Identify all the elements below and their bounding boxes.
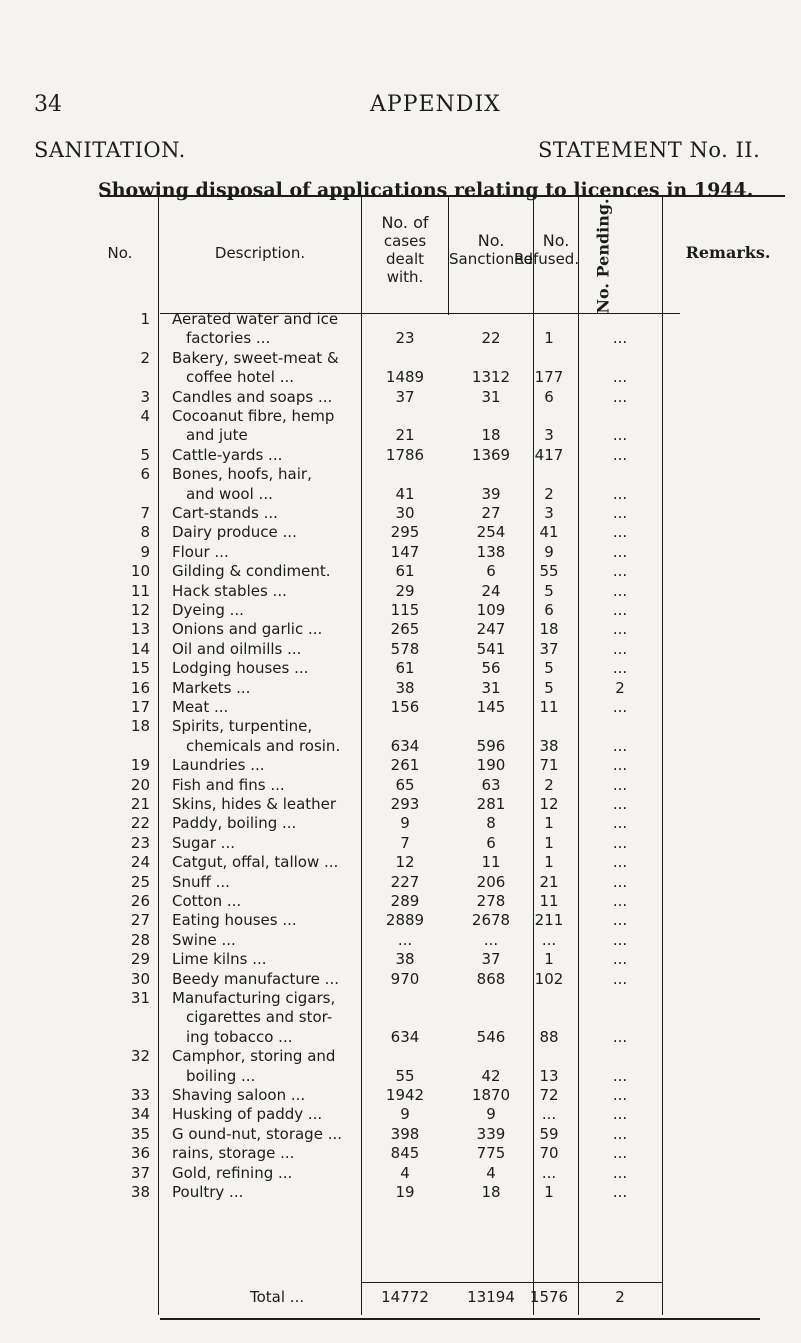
row-pending: ... bbox=[612, 1027, 628, 1046]
total-bottom-rule bbox=[160, 1318, 760, 1320]
row-cases: 38 bbox=[395, 950, 415, 969]
row-number: 4 bbox=[140, 407, 150, 425]
row-pending: ... bbox=[612, 659, 628, 678]
row-description: cigarettes and stor- bbox=[186, 1008, 333, 1027]
row-refused: 2 bbox=[544, 775, 554, 794]
row-description: Gilding & condiment. bbox=[172, 562, 331, 581]
row-description: Cocoanut fibre, hemp bbox=[172, 407, 335, 425]
row-refused: ... bbox=[541, 1163, 557, 1182]
row-sanctioned: 9 bbox=[486, 1105, 496, 1124]
row-description: Flour ... bbox=[172, 542, 229, 561]
section-title: SANITATION. bbox=[34, 138, 186, 162]
header-description bbox=[160, 244, 360, 262]
row-refused: 13 bbox=[539, 1066, 559, 1085]
row-pending: ... bbox=[612, 504, 628, 522]
row-pending: ... bbox=[612, 1105, 628, 1124]
row-number: 17 bbox=[130, 698, 150, 716]
row-description: Dairy produce ... bbox=[172, 523, 297, 542]
row-number: 29 bbox=[130, 950, 150, 969]
row-cases: 21 bbox=[395, 426, 415, 445]
row-refused: 37 bbox=[539, 639, 559, 658]
table-subtitle: Showing disposal of applications relating to licences in 1944. bbox=[98, 179, 754, 201]
row-number: 7 bbox=[140, 504, 150, 522]
row-description: Camphor, storing and bbox=[172, 1047, 336, 1066]
statement-title: STATEMENT No. II. bbox=[538, 138, 761, 162]
row-cases: 9 bbox=[400, 814, 410, 833]
row-sanctioned: 868 bbox=[476, 969, 506, 988]
row-sanctioned: 339 bbox=[476, 1124, 506, 1143]
row-pending: ... bbox=[612, 950, 628, 969]
row-refused: 2 bbox=[544, 484, 554, 503]
row-sanctioned: 190 bbox=[476, 756, 506, 775]
row-cases: 156 bbox=[390, 698, 420, 716]
row-cases: 634 bbox=[390, 736, 420, 755]
row-pending: ... bbox=[612, 1144, 628, 1163]
row-pending: ... bbox=[612, 698, 628, 716]
total-label: Total ... bbox=[250, 1288, 305, 1306]
row-refused: 72 bbox=[539, 1086, 559, 1104]
row-description: Dyeing ... bbox=[172, 601, 244, 619]
row-number: 10 bbox=[130, 562, 150, 581]
row-cases: 61 bbox=[395, 659, 415, 678]
row-refused: 71 bbox=[539, 756, 559, 775]
row-cases: 7 bbox=[400, 833, 410, 852]
row-sanctioned: 1312 bbox=[471, 368, 511, 387]
row-number: 3 bbox=[140, 387, 150, 406]
row-pending: ... bbox=[612, 756, 628, 775]
row-number: 27 bbox=[130, 911, 150, 930]
header-refused-line2: Refused. bbox=[514, 250, 580, 268]
row-description: Candles and soaps ... bbox=[172, 387, 333, 406]
row-sanctioned: 37 bbox=[481, 950, 501, 969]
row-sanctioned: 109 bbox=[476, 601, 506, 619]
row-cases: 30 bbox=[395, 504, 415, 522]
row-sanctioned: 247 bbox=[476, 620, 506, 639]
row-description: Sugar ... bbox=[172, 833, 235, 852]
row-description: Lodging houses ... bbox=[172, 659, 309, 678]
header-no-label: No. bbox=[107, 244, 133, 262]
row-refused: 1 bbox=[544, 833, 554, 852]
row-number: 14 bbox=[130, 639, 150, 658]
total-sanctioned: 13194 bbox=[467, 1288, 515, 1306]
row-number: 24 bbox=[130, 853, 150, 872]
row-number: 2 bbox=[140, 348, 150, 367]
row-description: Eating houses ... bbox=[172, 911, 297, 930]
row-description: chemicals and rosin. bbox=[186, 736, 341, 755]
row-cases: ... bbox=[397, 930, 413, 949]
page-number: 34 bbox=[34, 92, 62, 117]
row-sanctioned: 63 bbox=[481, 775, 501, 794]
header-sanctioned-line2: Sanctioned bbox=[449, 250, 533, 268]
row-pending: ... bbox=[612, 523, 628, 542]
row-sanctioned: 546 bbox=[476, 1027, 506, 1046]
row-pending: ... bbox=[612, 329, 628, 348]
row-number: 11 bbox=[130, 581, 150, 600]
row-pending: ... bbox=[612, 736, 628, 755]
row-pending: ... bbox=[612, 911, 628, 930]
row-pending: ... bbox=[612, 853, 628, 872]
row-sanctioned: 11 bbox=[481, 853, 501, 872]
row-cases: 1786 bbox=[385, 445, 425, 464]
row-cases: 23 bbox=[395, 329, 415, 348]
row-sanctioned: 254 bbox=[476, 523, 506, 542]
row-number: 28 bbox=[130, 930, 150, 949]
row-sanctioned: 138 bbox=[476, 542, 506, 561]
row-description: factories ... bbox=[186, 329, 271, 348]
row-pending: ... bbox=[612, 562, 628, 581]
row-description: Laundries ... bbox=[172, 756, 265, 775]
row-number: 21 bbox=[130, 795, 150, 813]
row-number: 36 bbox=[130, 1144, 150, 1163]
row-number: 32 bbox=[130, 1047, 150, 1066]
row-description: Hack stables ... bbox=[172, 581, 287, 600]
header-pending-label: No. Pending. bbox=[593, 198, 613, 314]
row-description: Cotton ... bbox=[172, 892, 242, 910]
row-cases: 1489 bbox=[385, 368, 425, 387]
row-number: 20 bbox=[130, 775, 150, 794]
row-pending: ... bbox=[612, 930, 628, 949]
col-divider-desc bbox=[158, 195, 159, 1315]
row-number: 37 bbox=[130, 1163, 150, 1182]
row-pending: ... bbox=[612, 872, 628, 891]
row-cases: 115 bbox=[390, 601, 420, 619]
row-refused: 11 bbox=[539, 892, 559, 910]
row-description: Spirits, turpentine, bbox=[172, 717, 313, 736]
row-refused: 55 bbox=[539, 562, 559, 581]
header-description-label: Description. bbox=[214, 244, 306, 262]
row-description: Lime kilns ... bbox=[172, 950, 267, 969]
row-number: 12 bbox=[130, 601, 150, 619]
total-row bbox=[0, 1288, 801, 1314]
total-refused: 1576 bbox=[529, 1288, 569, 1306]
row-refused: 5 bbox=[544, 659, 554, 678]
row-refused: 3 bbox=[544, 504, 554, 522]
header-cases-line3: dealt bbox=[386, 250, 424, 268]
row-pending: ... bbox=[612, 620, 628, 639]
row-sanctioned: 8 bbox=[486, 814, 496, 833]
row-pending: ... bbox=[612, 1124, 628, 1143]
row-description: Manufacturing cigars, bbox=[172, 989, 336, 1007]
row-description: coffee hotel ... bbox=[186, 368, 295, 387]
total-top-rule bbox=[362, 1282, 662, 1283]
row-number: 9 bbox=[140, 542, 150, 561]
header-pending bbox=[577, 200, 629, 312]
row-refused: 18 bbox=[539, 620, 559, 639]
row-cases: 4 bbox=[400, 1163, 410, 1182]
row-cases: 578 bbox=[390, 639, 420, 658]
row-pending: ... bbox=[612, 426, 628, 445]
row-refused: ... bbox=[541, 1105, 557, 1124]
row-description: Husking of paddy ... bbox=[172, 1105, 323, 1124]
row-refused: 1 bbox=[544, 1183, 554, 1201]
row-sanctioned: 42 bbox=[481, 1066, 501, 1085]
row-description: Meat ... bbox=[172, 698, 229, 716]
row-pending: ... bbox=[612, 1183, 628, 1201]
row-pending: ... bbox=[612, 581, 628, 600]
row-sanctioned: 6 bbox=[486, 833, 496, 852]
row-sanctioned: 1870 bbox=[471, 1086, 511, 1104]
row-number: 30 bbox=[130, 969, 150, 988]
row-sanctioned: 145 bbox=[476, 698, 506, 716]
row-description: Catgut, offal, tallow ... bbox=[172, 853, 339, 872]
row-sanctioned: 596 bbox=[476, 736, 506, 755]
row-cases: 19 bbox=[395, 1183, 415, 1201]
row-cases: 289 bbox=[390, 892, 420, 910]
row-cases: 55 bbox=[395, 1066, 415, 1085]
row-cases: 2889 bbox=[385, 911, 425, 930]
row-sanctioned: 31 bbox=[481, 387, 501, 406]
row-number: 25 bbox=[130, 872, 150, 891]
row-pending: ... bbox=[612, 775, 628, 794]
row-sanctioned: 31 bbox=[481, 678, 501, 697]
row-sanctioned: 6 bbox=[486, 562, 496, 581]
row-pending: ... bbox=[612, 892, 628, 910]
header-top-rule bbox=[100, 195, 785, 197]
row-number: 18 bbox=[130, 717, 150, 736]
row-cases: 227 bbox=[390, 872, 420, 891]
header-refused bbox=[514, 231, 580, 268]
row-cases: 845 bbox=[390, 1144, 420, 1163]
row-pending: ... bbox=[612, 814, 628, 833]
row-description: Beedy manufacture ... bbox=[172, 969, 339, 988]
row-description: Skins, hides & leather bbox=[172, 795, 337, 813]
row-number: 33 bbox=[130, 1086, 150, 1104]
row-description: Oil and oilmills ... bbox=[172, 639, 302, 658]
header-no bbox=[100, 244, 140, 262]
row-refused: 1 bbox=[544, 950, 554, 969]
row-description: Paddy, boiling ... bbox=[172, 814, 297, 833]
row-pending: ... bbox=[612, 639, 628, 658]
row-pending: ... bbox=[612, 833, 628, 852]
row-description: Aerated water and ice bbox=[172, 310, 339, 328]
row-sanctioned: ... bbox=[483, 930, 499, 949]
row-cases: 38 bbox=[395, 678, 415, 697]
row-number: 19 bbox=[130, 756, 150, 775]
row-cases: 634 bbox=[390, 1027, 420, 1046]
row-refused: 38 bbox=[539, 736, 559, 755]
row-cases: 295 bbox=[390, 523, 420, 542]
header-sanctioned-line1: No. bbox=[477, 231, 505, 250]
row-description: Bones, hoofs, hair, bbox=[172, 465, 312, 484]
row-refused: 59 bbox=[539, 1124, 559, 1143]
row-pending: ... bbox=[612, 1086, 628, 1104]
row-cases: 970 bbox=[390, 969, 420, 988]
header-cases bbox=[362, 214, 448, 286]
row-description: Cattle-yards ... bbox=[172, 445, 283, 464]
row-refused: 177 bbox=[534, 368, 564, 387]
row-cases: 261 bbox=[390, 756, 420, 775]
row-cases: 61 bbox=[395, 562, 415, 581]
row-refused: 211 bbox=[534, 911, 564, 930]
row-cases: 1942 bbox=[385, 1086, 425, 1104]
col-divider-remarks bbox=[662, 195, 663, 1315]
row-pending: ... bbox=[612, 969, 628, 988]
row-sanctioned: 27 bbox=[481, 504, 501, 522]
row-refused: 12 bbox=[539, 795, 559, 813]
row-description: boiling ... bbox=[186, 1066, 256, 1085]
row-cases: 265 bbox=[390, 620, 420, 639]
row-pending: 2 bbox=[615, 678, 625, 697]
row-number: 1 bbox=[140, 310, 150, 328]
row-sanctioned: 278 bbox=[476, 892, 506, 910]
row-number: 5 bbox=[140, 445, 150, 464]
row-refused: 6 bbox=[544, 601, 554, 619]
row-refused: 1 bbox=[544, 814, 554, 833]
row-pending: ... bbox=[612, 387, 628, 406]
row-pending: ... bbox=[612, 795, 628, 813]
row-refused: 417 bbox=[534, 445, 564, 464]
row-refused: 88 bbox=[539, 1027, 559, 1046]
row-sanctioned: 2678 bbox=[471, 911, 511, 930]
row-number: 13 bbox=[130, 620, 150, 639]
row-description: rains, storage ... bbox=[172, 1144, 295, 1163]
row-sanctioned: 541 bbox=[476, 639, 506, 658]
row-refused: 11 bbox=[539, 698, 559, 716]
row-description: Swine ... bbox=[172, 930, 236, 949]
row-sanctioned: 18 bbox=[481, 1183, 501, 1201]
row-sanctioned: 24 bbox=[481, 581, 501, 600]
header-cases-line4: with. bbox=[386, 268, 424, 286]
row-number: 23 bbox=[130, 833, 150, 852]
row-description: Snuff ... bbox=[172, 872, 230, 891]
row-pending: ... bbox=[612, 484, 628, 503]
row-sanctioned: 39 bbox=[481, 484, 501, 503]
row-description: and wool ... bbox=[186, 484, 273, 503]
row-refused: 21 bbox=[539, 872, 559, 891]
row-pending: ... bbox=[612, 601, 628, 619]
row-description: Gold, refining ... bbox=[172, 1163, 293, 1182]
row-cases: 398 bbox=[390, 1124, 420, 1143]
row-cases: 41 bbox=[395, 484, 415, 503]
row-pending: ... bbox=[612, 368, 628, 387]
row-description: Bakery, sweet-meat & bbox=[172, 348, 339, 367]
row-refused: 102 bbox=[534, 969, 564, 988]
row-pending: ... bbox=[612, 445, 628, 464]
row-number: 8 bbox=[140, 523, 150, 542]
row-refused: ... bbox=[541, 930, 557, 949]
header-remarks-label: Remarks. bbox=[685, 243, 771, 262]
row-refused: 3 bbox=[544, 426, 554, 445]
row-refused: 5 bbox=[544, 678, 554, 697]
row-description: ing tobacco ... bbox=[186, 1027, 293, 1046]
row-number: 15 bbox=[130, 659, 150, 678]
row-description: Onions and garlic ... bbox=[172, 620, 323, 639]
row-sanctioned: 56 bbox=[481, 659, 501, 678]
row-number: 16 bbox=[130, 678, 150, 697]
row-number: 38 bbox=[130, 1183, 150, 1201]
row-refused: 1 bbox=[544, 853, 554, 872]
row-sanctioned: 1369 bbox=[471, 445, 511, 464]
row-sanctioned: 281 bbox=[476, 795, 506, 813]
row-cases: 65 bbox=[395, 775, 415, 794]
row-sanctioned: 4 bbox=[486, 1163, 496, 1182]
row-sanctioned: 22 bbox=[481, 329, 501, 348]
row-sanctioned: 206 bbox=[476, 872, 506, 891]
row-cases: 293 bbox=[390, 795, 420, 813]
row-description: G ound-nut, storage ... bbox=[172, 1124, 343, 1143]
row-refused: 41 bbox=[539, 523, 559, 542]
header-remarks bbox=[663, 244, 793, 262]
row-cases: 29 bbox=[395, 581, 415, 600]
row-number: 31 bbox=[130, 989, 150, 1007]
header-cases-line2: cases bbox=[383, 232, 427, 250]
row-refused: 6 bbox=[544, 387, 554, 406]
row-cases: 9 bbox=[400, 1105, 410, 1124]
row-description: and jute bbox=[186, 426, 248, 445]
row-number: 35 bbox=[130, 1124, 150, 1143]
row-description: Poultry ... bbox=[172, 1183, 244, 1201]
row-pending: ... bbox=[612, 542, 628, 561]
row-refused: 5 bbox=[544, 581, 554, 600]
row-cases: 37 bbox=[395, 387, 415, 406]
row-refused: 9 bbox=[544, 542, 554, 561]
header-refused-line1: No. bbox=[542, 231, 570, 250]
row-refused: 70 bbox=[539, 1144, 559, 1163]
row-refused: 1 bbox=[544, 329, 554, 348]
header-cases-line1: No. of bbox=[381, 213, 429, 232]
row-pending: ... bbox=[612, 1163, 628, 1182]
row-cases: 147 bbox=[390, 542, 420, 561]
row-number: 26 bbox=[130, 892, 150, 910]
row-number: 22 bbox=[130, 814, 150, 833]
row-description: Fish and fins ... bbox=[172, 775, 285, 794]
row-number: 34 bbox=[130, 1105, 150, 1124]
total-pending: 2 bbox=[615, 1288, 625, 1306]
row-cases: 12 bbox=[395, 853, 415, 872]
row-pending: ... bbox=[612, 1066, 628, 1085]
row-number: 6 bbox=[140, 465, 150, 484]
running-head: APPENDIX bbox=[370, 92, 501, 117]
row-sanctioned: 18 bbox=[481, 426, 501, 445]
row-sanctioned: 775 bbox=[476, 1144, 506, 1163]
row-description: Markets ... bbox=[172, 678, 251, 697]
total-cases: 14772 bbox=[381, 1288, 429, 1306]
row-description: Shaving saloon ... bbox=[172, 1086, 306, 1104]
row-description: Cart-stands ... bbox=[172, 504, 278, 522]
